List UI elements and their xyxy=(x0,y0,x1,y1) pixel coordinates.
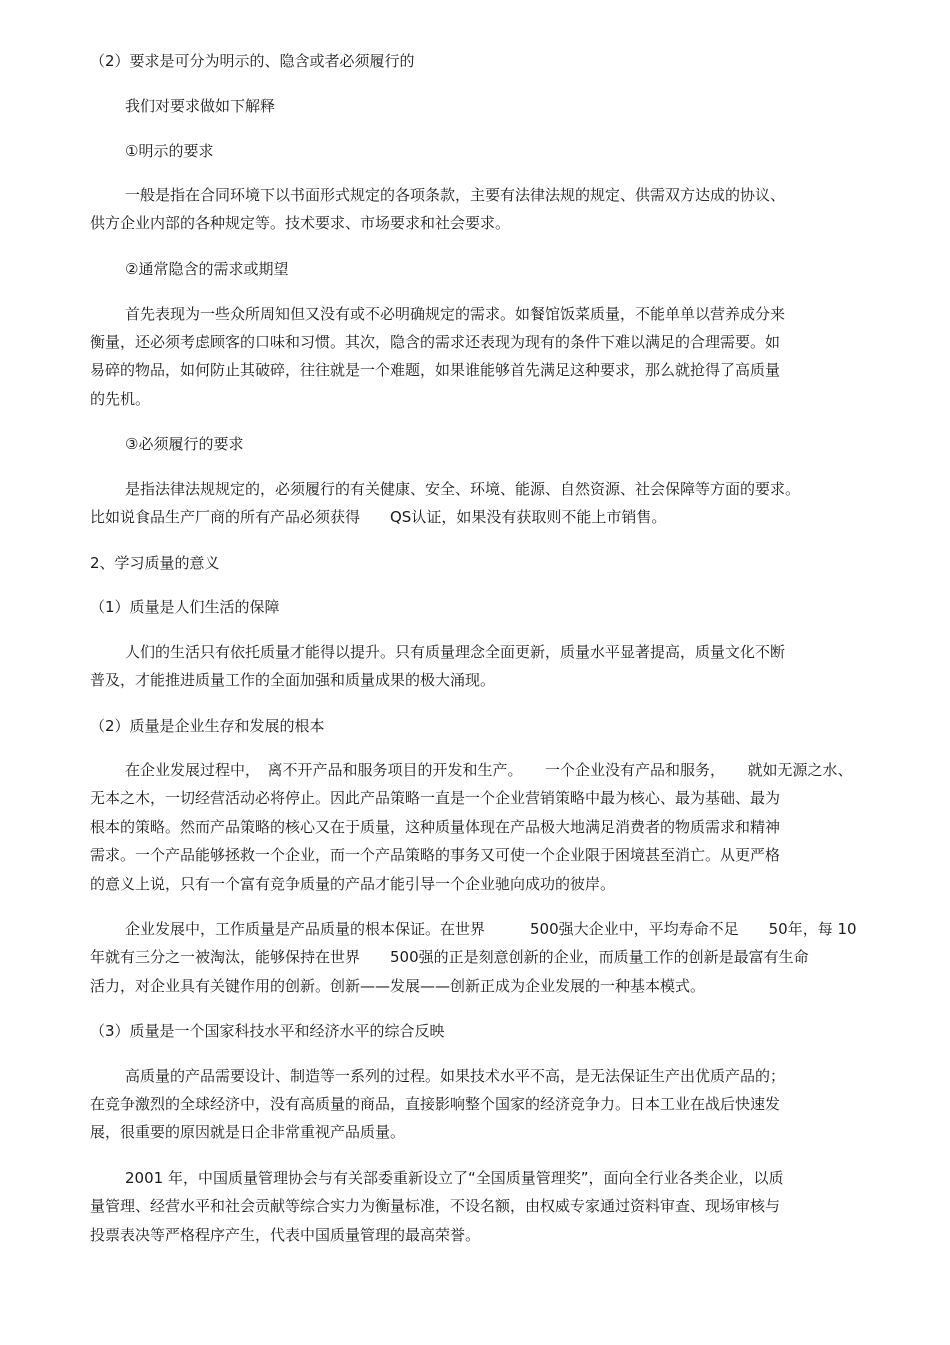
paragraph-line: 企业发展中，工作质量是产品质量的根本保证。在世界 500强大企业中，平均寿命不足 50年，每 10 xyxy=(125,920,857,938)
paragraph-line: 易碎的物品，如何防止其破碎，往往就是一个难题，如果谁能够首先满足这种要求，那么就抢得了高质量 xyxy=(90,361,781,379)
paragraph-line: 年就有三分之一被淘汰，能够保持在世界 500强的正是刻意创新的企业，而质量工作的创新是最富有生命 xyxy=(90,948,809,966)
paragraph-line: 在竞争激烈的全球经济中，没有高质量的商品，直接影响整个国家的经济竞争力。日本工业在战后快速发 xyxy=(90,1095,781,1113)
paragraph-line: 衡量，还必须考虑顾客的口味和习惯。其次，隐含的需求还表现为现有的条件下难以满足的合理需要。如 xyxy=(90,333,781,351)
paragraph-line: 普及，才能推进质量工作的全面加强和质量成果的极大涌现。 xyxy=(90,671,496,689)
heading-enterprise-root: （2）质量是企业生存和发展的根本 xyxy=(90,717,325,735)
paragraph-line: 需求。一个产品能够拯救一个企业，而一个产品策略的事务又可使一个企业限于困境甚至消亡。从更严格 xyxy=(90,846,781,864)
paragraph-line: 供方企业内部的各种规定等。技术要求、市场要求和社会要求。 xyxy=(90,214,511,232)
paragraph-line: 2001 年，中国质量管理协会与有关部委重新设立了“全国质量管理奖”，面向全行业各类企业，以质 xyxy=(125,1169,784,1187)
paragraph-line: 无本之木，一切经营活动必将停止。因此产品策略一直是一个企业营销策略中最为核心、最为基础、最为 xyxy=(90,789,781,807)
paragraph-line: 人们的生活只有依托质量才能得以提升。只有质量理念全面更新，质量水平显著提高，质量文化不断 xyxy=(125,643,786,661)
paragraph-line: 比如说食品生产厂商的所有产品必须获得 QS认证，如果没有获取则不能上市销售。 xyxy=(90,508,667,526)
paragraph-line: 在企业发展过程中， 离不开产品和服务项目的开发和生产。 一个企业没有产品和服务， 就如无源之水、 xyxy=(125,761,853,779)
heading-significance: 2、学习质量的意义 xyxy=(90,554,220,572)
paragraph-line: 我们对要求做如下解释 xyxy=(125,97,276,115)
heading-national-level: （3）质量是一个国家科技水平和经济水平的综合反映 xyxy=(90,1022,445,1040)
paragraph-line: 活力，对企业具有关键作用的创新。创新——发展——创新正成为企业发展的一种基本模式。 xyxy=(90,977,706,995)
subheading-implied: ②通常隐含的需求或期望 xyxy=(125,260,289,278)
subheading-explicit: ①明示的要求 xyxy=(125,142,214,160)
subheading-mandatory: ③必须履行的要求 xyxy=(125,435,244,453)
paragraph-line: 根本的策略。然而产品策略的核心又在于质量，这种质量体现在产品极大地满足消费者的物质需求和精神 xyxy=(90,818,781,836)
paragraph-line: 一般是指在合同环境下以书面形式规定的各项条款，主要有法律法规的规定、供需双方达成的协议、 xyxy=(125,186,786,204)
paragraph-line: 是指法律法规规定的，必须履行的有关健康、安全、环境、能源、自然资源、社会保障等方面的要求。 xyxy=(125,480,801,498)
heading-life-guarantee: （1）质量是人们生活的保障 xyxy=(90,598,280,616)
paragraph-line: 高质量的产品需要设计、制造等一系列的过程。如果技术水平不高，是无法保证生产出优质产品的； xyxy=(125,1067,786,1085)
paragraph-line: 首先表现为一些众所周知但又没有或不必明确规定的需求。如餐馆饭菜质量，不能单单以营养成分来 xyxy=(125,305,786,323)
paragraph-line: 的意义上说，只有一个富有竞争质量的产品才能引导一个企业驰向成功的彼岸。 xyxy=(90,875,616,893)
paragraph-line: 量管理、经营水平和社会贡献等综合实力为衡量标准，不设名额，由权威专家通过资料审查、现场审核与 xyxy=(90,1197,781,1215)
paragraph-line: 展，很重要的原因就是日企非常重视产品质量。 xyxy=(90,1123,406,1141)
paragraph-line: 的先机。 xyxy=(90,390,151,408)
paragraph-line: 投票表决等严格程序产生，代表中国质量管理的最高荣誉。 xyxy=(90,1226,481,1244)
heading-requirement-types: （2）要求是可分为明示的、隐含或者必须履行的 xyxy=(90,52,415,70)
